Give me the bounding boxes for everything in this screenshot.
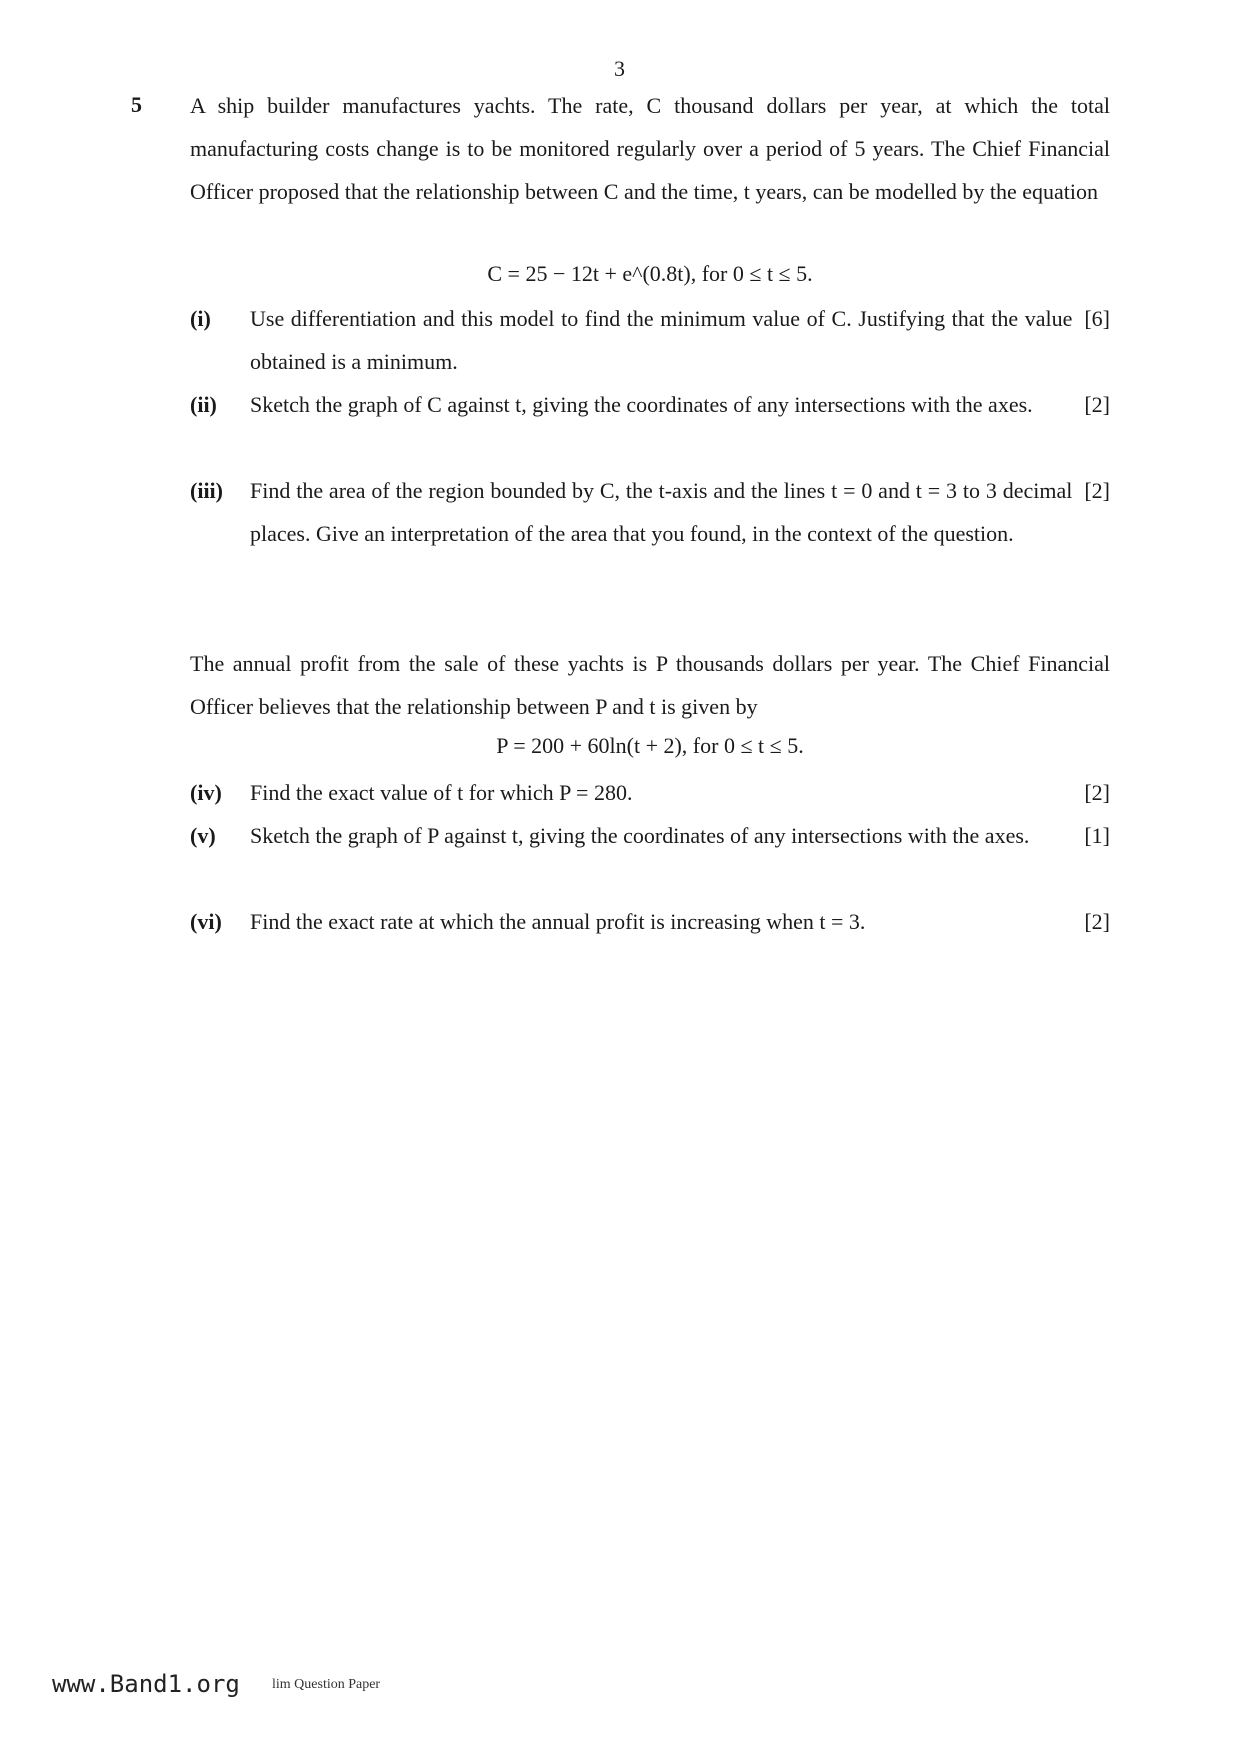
part-i (190, 297, 1110, 383)
page-number: 3 (614, 56, 625, 81)
question-stem-profit: The annual profit from the sale of these yachts is P thousands dollars per year. The Chief Financial Officer believes that the relationship between P and t is given by (190, 651, 1110, 719)
part-text: Sketch the graph of C against t, giving the coordinates of any intersections with the axes. (250, 392, 1033, 417)
part-text: Find the area of the region bounded by C, the t-axis and the lines t = 0 and t = 3 to 3 decimal places. Give an interpretation of the area that you found, in the context of the question. (250, 478, 1073, 546)
marks: [2] (1084, 780, 1110, 805)
part-v (190, 814, 1110, 857)
part-ii (190, 383, 1110, 426)
part-text: Find the exact rate at which the annual profit is increasing when t = 3. (250, 909, 866, 934)
part-text: Find the exact value of t for which P = 280. (250, 780, 633, 805)
marks: [6] (1084, 306, 1110, 331)
marks: [1] (1084, 823, 1110, 848)
footer-url[interactable]: www.Band1.org (52, 1670, 240, 1698)
part-text: Use differentiation and this model to find the minimum value of C. Justifying that the value obtained is a minimum. (250, 306, 1073, 374)
part-iii (190, 469, 1110, 555)
part-text: Sketch the graph of P against t, giving the coordinates of any intersections with the axes. (250, 823, 1030, 848)
part-label: (v) (190, 823, 216, 848)
part-label: (vi) (190, 909, 222, 934)
part-iv (190, 771, 1110, 814)
question-number: 5 (131, 92, 142, 117)
part-label: (i) (190, 306, 211, 331)
part-vi (190, 900, 1110, 943)
part-label: (ii) (190, 392, 217, 417)
footer-note: lim Question Paper (272, 1677, 381, 1692)
marks: [2] (1084, 478, 1110, 503)
part-label: (iii) (190, 478, 223, 503)
profit-equation: P = 200 + 60ln(t + 2), for 0 ≤ t ≤ 5. (496, 733, 804, 758)
question-stem-costs: A ship builder manufactures yachts. The rate, C thousand dollars per year, at which the total manufacturing costs change is to be monitored regularly over a period of 5 years. The Chief Financial Officer proposed that the relationship between C and the time, t years, can be modelled by the equation (190, 93, 1110, 204)
part-label: (iv) (190, 780, 222, 805)
cost-equation: C = 25 − 12t + e^(0.8t), for 0 ≤ t ≤ 5. (487, 261, 813, 286)
marks: [2] (1084, 909, 1110, 934)
marks: [2] (1084, 392, 1110, 417)
